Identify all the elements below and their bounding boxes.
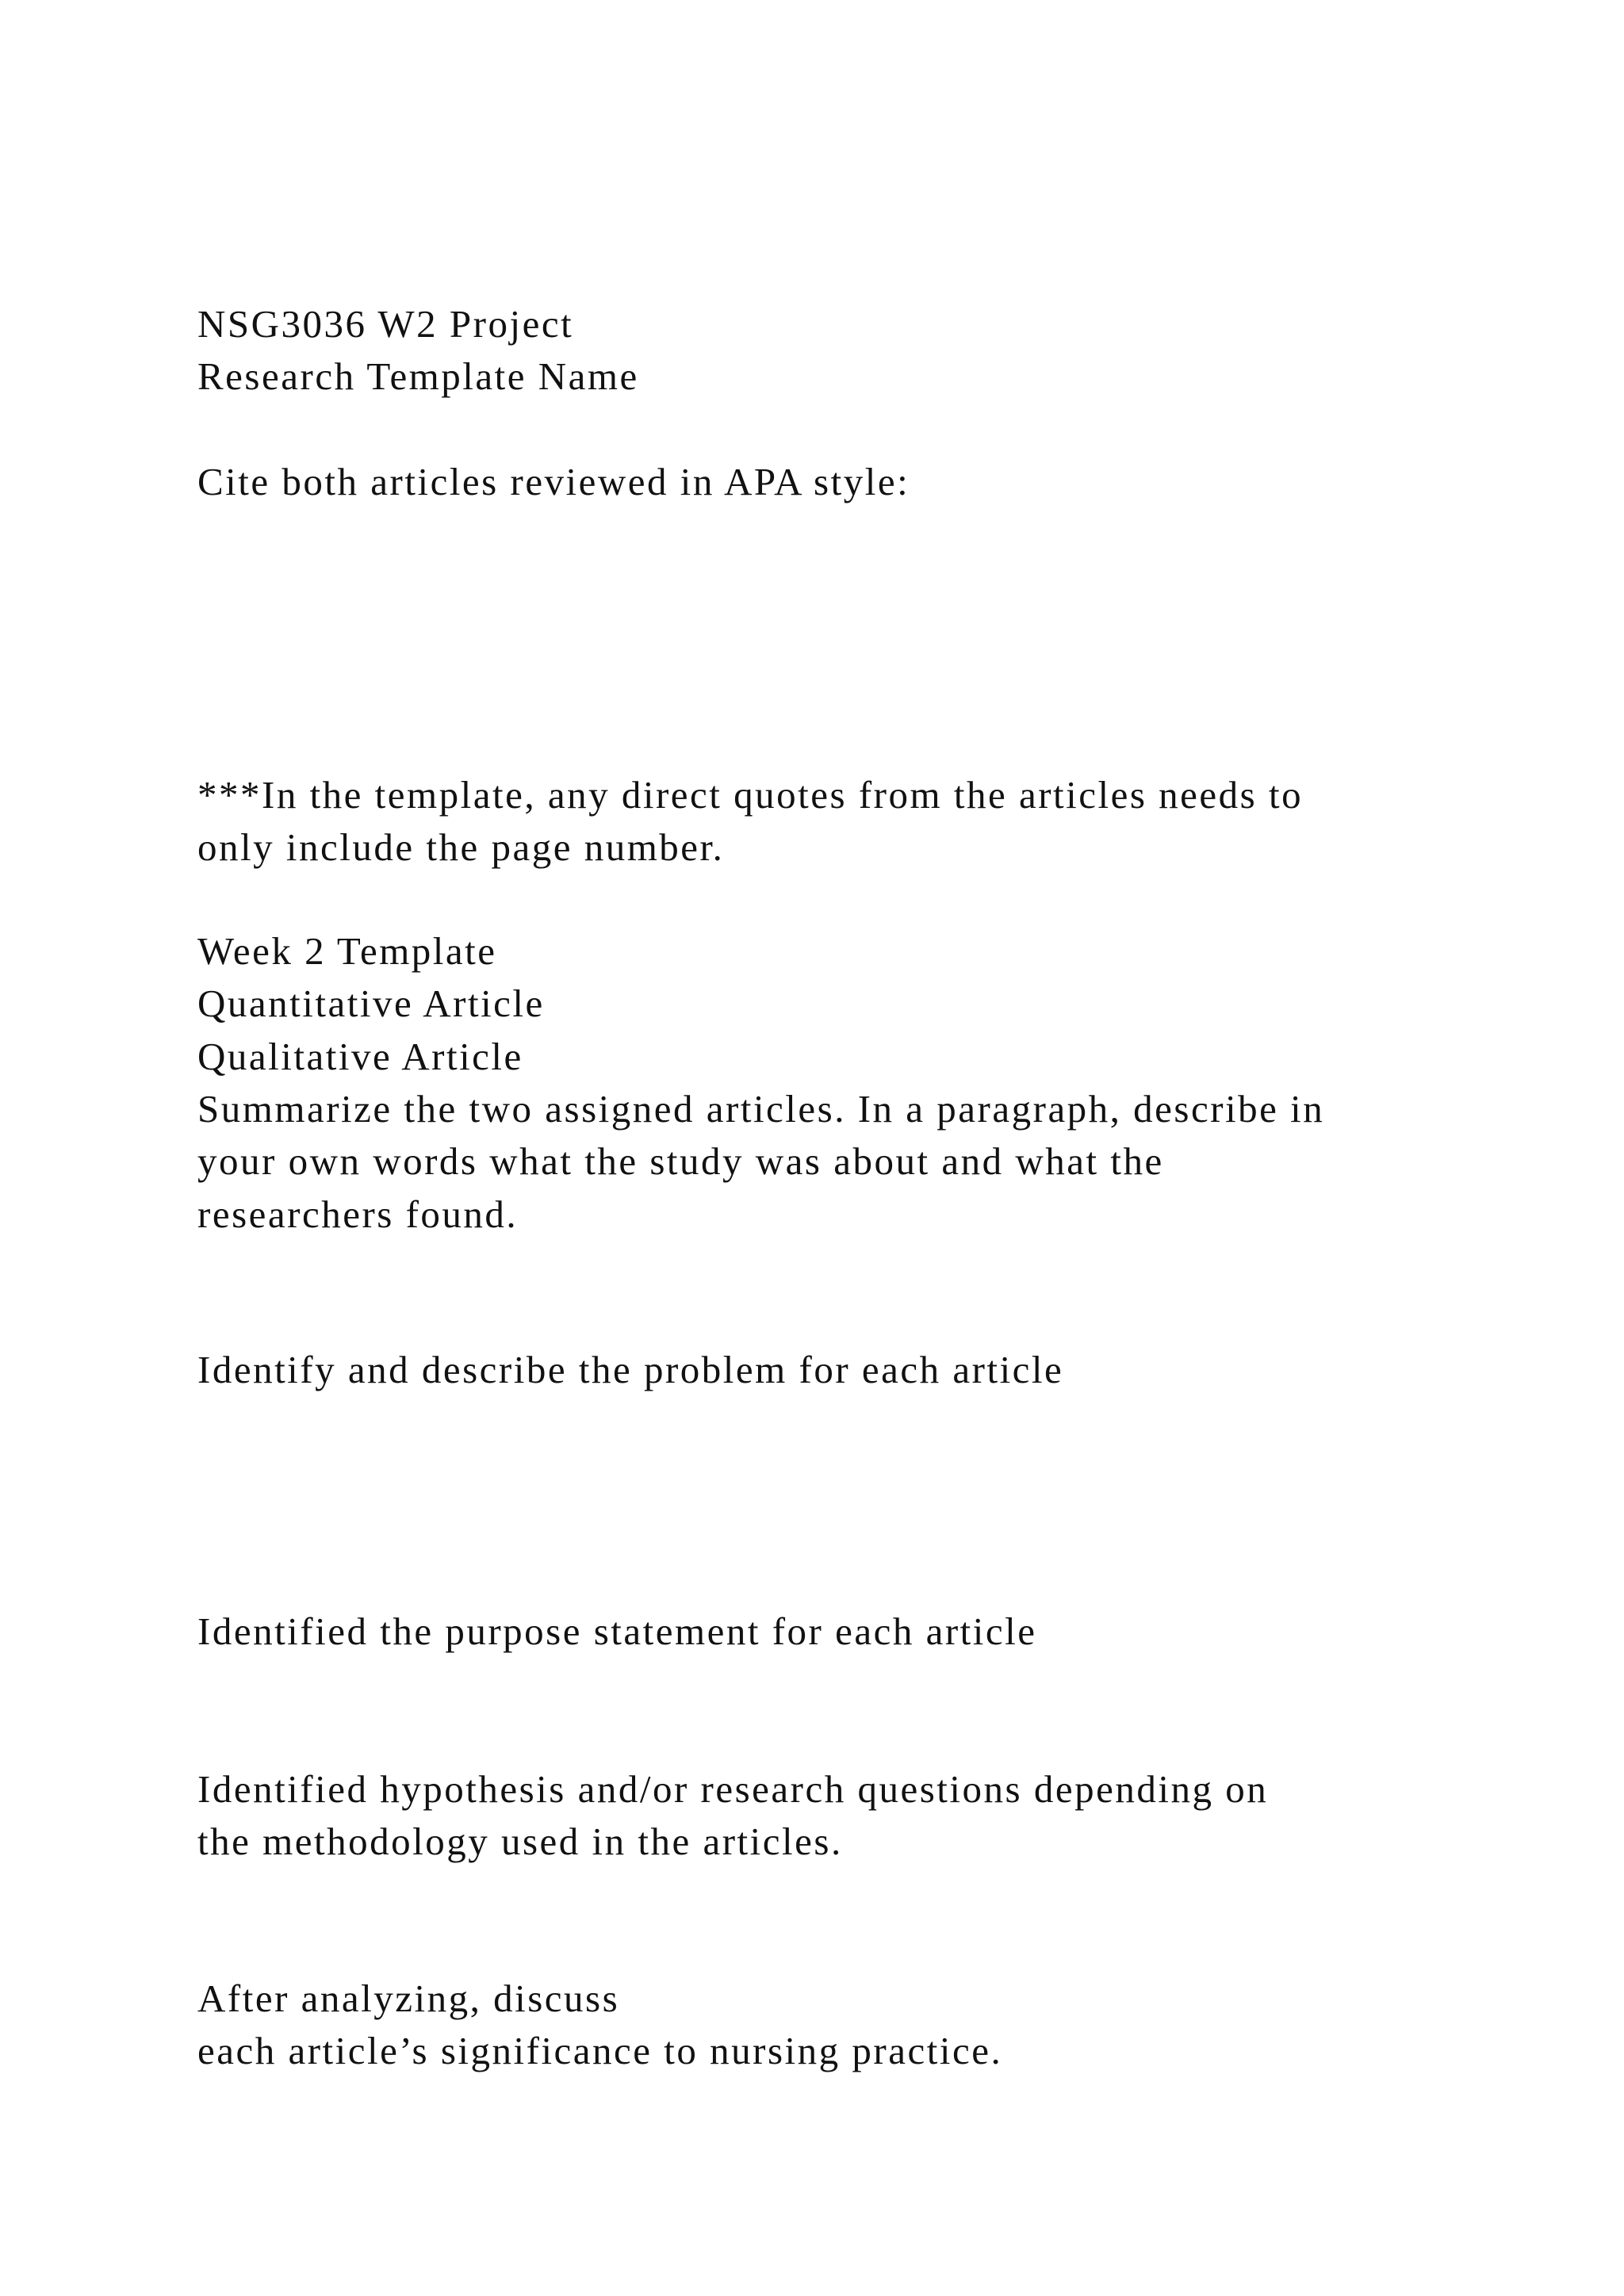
summarize-prompt-line-2: your own words what the study was about and what the (197, 1139, 1164, 1183)
significance-prompt-line-2: each article’s significance to nursing practice. (197, 2029, 1003, 2072)
problem-prompt: Identify and describe the problem for each article (197, 1348, 1064, 1391)
significance-prompt-line-1: After analyzing, discuss (197, 1976, 620, 2020)
hypothesis-prompt-line-2: the methodology used in the articles. (197, 1820, 843, 1863)
summarize-prompt-line-1: Summarize the two assigned articles. In a paragraph, describe in (197, 1087, 1325, 1131)
summarize-prompt-line-3: researchers found. (197, 1192, 519, 1236)
course-title: NSG3036 W2 Project (197, 302, 574, 346)
quote-note-line-1: ***In the template, any direct quotes from the articles needs to (197, 773, 1304, 817)
quantitative-article-header: Quantitative Article (197, 982, 545, 1025)
quote-note-line-2: only include the page number. (197, 825, 725, 869)
purpose-prompt: Identified the purpose statement for each article (197, 1609, 1037, 1653)
template-title: Research Template Name (197, 354, 639, 398)
hypothesis-prompt-line-1: Identified hypothesis and/or research questions depending on (197, 1767, 1269, 1811)
week-template-title: Week 2 Template (197, 929, 497, 973)
qualitative-article-header: Qualitative Article (197, 1035, 523, 1078)
cite-instruction: Cite both articles reviewed in APA style: (197, 460, 910, 503)
